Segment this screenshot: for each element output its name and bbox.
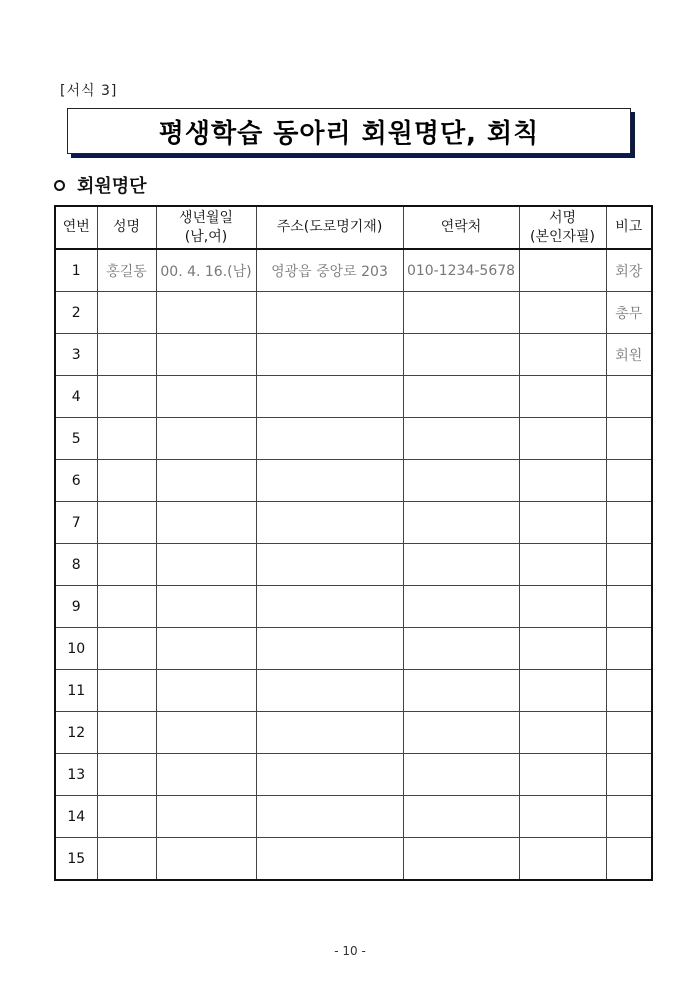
cell-signature[interactable]: [519, 376, 606, 418]
cell-no: 2: [55, 292, 97, 334]
table-row: [55, 670, 652, 712]
cell-contact[interactable]: [403, 796, 519, 838]
cell-no: 8: [55, 544, 97, 586]
table-row: [55, 628, 652, 670]
table-header-row: [55, 206, 652, 249]
cell-birthdate[interactable]: [156, 544, 256, 586]
cell-contact[interactable]: [403, 334, 519, 376]
cell-birthdate[interactable]: [156, 796, 256, 838]
cell-no: 11: [55, 670, 97, 712]
cell-signature[interactable]: [519, 628, 606, 670]
cell-name[interactable]: [97, 460, 156, 502]
cell-name[interactable]: [97, 418, 156, 460]
cell-address[interactable]: [256, 628, 403, 670]
cell-birthdate[interactable]: [156, 376, 256, 418]
cell-signature[interactable]: [519, 334, 606, 376]
cell-remarks: 회장: [606, 249, 652, 292]
cell-birthdate[interactable]: [156, 628, 256, 670]
cell-address[interactable]: [256, 334, 403, 376]
table-row: [55, 754, 652, 796]
cell-name[interactable]: [97, 712, 156, 754]
cell-birthdate[interactable]: [156, 418, 256, 460]
cell-contact[interactable]: 010-1234-5678: [403, 249, 519, 292]
cell-signature[interactable]: [519, 418, 606, 460]
cell-birthdate[interactable]: [156, 292, 256, 334]
cell-remarks: [606, 460, 652, 502]
cell-birthdate[interactable]: [156, 586, 256, 628]
cell-signature[interactable]: [519, 796, 606, 838]
cell-remarks: 회원: [606, 334, 652, 376]
cell-birthdate[interactable]: [156, 334, 256, 376]
cell-no: 6: [55, 460, 97, 502]
table-row: [55, 544, 652, 586]
table-row: [55, 460, 652, 502]
header-signature: 서명 (본인자필): [519, 206, 606, 249]
cell-signature[interactable]: [519, 292, 606, 334]
cell-birthdate[interactable]: [156, 670, 256, 712]
cell-address[interactable]: [256, 586, 403, 628]
cell-name[interactable]: [97, 586, 156, 628]
table-row: [55, 838, 652, 881]
header-contact: 연락처: [403, 206, 519, 249]
cell-address[interactable]: [256, 502, 403, 544]
cell-name[interactable]: [97, 292, 156, 334]
cell-name[interactable]: [97, 754, 156, 796]
cell-birthdate[interactable]: [156, 502, 256, 544]
page-number: - 10 -: [334, 944, 366, 958]
cell-signature[interactable]: [519, 502, 606, 544]
cell-remarks: [606, 670, 652, 712]
cell-contact[interactable]: [403, 586, 519, 628]
cell-no: 10: [55, 628, 97, 670]
table-row: [55, 249, 652, 292]
table-row: [55, 418, 652, 460]
cell-address[interactable]: [256, 376, 403, 418]
cell-signature[interactable]: [519, 249, 606, 292]
cell-birthdate[interactable]: [156, 460, 256, 502]
cell-name[interactable]: [97, 838, 156, 881]
table-row: [55, 334, 652, 376]
table-row: [55, 292, 652, 334]
cell-signature[interactable]: [519, 670, 606, 712]
cell-signature[interactable]: [519, 712, 606, 754]
cell-remarks: [606, 586, 652, 628]
cell-no: 9: [55, 586, 97, 628]
cell-remarks: [606, 796, 652, 838]
cell-name[interactable]: [97, 628, 156, 670]
table-row: [55, 712, 652, 754]
cell-contact[interactable]: [403, 418, 519, 460]
cell-address[interactable]: [256, 292, 403, 334]
cell-birthdate[interactable]: [156, 754, 256, 796]
cell-address[interactable]: [256, 754, 403, 796]
cell-no: 14: [55, 796, 97, 838]
table-row: [55, 502, 652, 544]
header-name: 성명: [97, 206, 156, 249]
header-no: 연번: [55, 206, 97, 249]
cell-remarks: [606, 712, 652, 754]
cell-signature[interactable]: [519, 838, 606, 881]
table-row: [55, 586, 652, 628]
header-address: 주소(도로명기재): [256, 206, 403, 249]
circle-bullet-icon: [54, 180, 65, 191]
cell-name[interactable]: 홍길동: [97, 249, 156, 292]
document-title: 평생학습 동아리 회원명단, 회칙: [158, 118, 540, 149]
cell-no: 5: [55, 418, 97, 460]
cell-address[interactable]: [256, 838, 403, 881]
cell-name[interactable]: [97, 544, 156, 586]
cell-remarks: [606, 418, 652, 460]
cell-signature[interactable]: [519, 460, 606, 502]
cell-no: 12: [55, 712, 97, 754]
cell-remarks: [606, 376, 652, 418]
cell-name[interactable]: [97, 502, 156, 544]
cell-contact[interactable]: [403, 544, 519, 586]
cell-birthdate[interactable]: 00. 4. 16.(남): [156, 249, 256, 292]
cell-address[interactable]: [256, 544, 403, 586]
cell-remarks: [606, 838, 652, 881]
member-roster-table: [54, 205, 653, 881]
cell-address[interactable]: 영광읍 중앙로 203: [256, 249, 403, 292]
cell-signature[interactable]: [519, 754, 606, 796]
cell-remarks: [606, 628, 652, 670]
cell-remarks: [606, 544, 652, 586]
cell-contact[interactable]: [403, 670, 519, 712]
cell-signature[interactable]: [519, 586, 606, 628]
cell-address[interactable]: [256, 460, 403, 502]
cell-contact[interactable]: [403, 712, 519, 754]
header-remarks: 비고: [606, 206, 652, 249]
cell-name[interactable]: [97, 796, 156, 838]
cell-contact[interactable]: [403, 754, 519, 796]
cell-contact[interactable]: [403, 628, 519, 670]
cell-address[interactable]: [256, 418, 403, 460]
cell-name[interactable]: [97, 670, 156, 712]
cell-signature[interactable]: [519, 544, 606, 586]
cell-contact[interactable]: [403, 838, 519, 881]
cell-no: 1: [55, 249, 97, 292]
cell-name[interactable]: [97, 334, 156, 376]
cell-no: 7: [55, 502, 97, 544]
cell-name[interactable]: [97, 376, 156, 418]
section-heading: [54, 172, 147, 198]
section-title: 회원명단: [77, 176, 147, 197]
cell-address[interactable]: [256, 712, 403, 754]
title-box: [67, 108, 631, 154]
cell-no: 4: [55, 376, 97, 418]
cell-address[interactable]: [256, 796, 403, 838]
cell-remarks: [606, 754, 652, 796]
table-row: [55, 796, 652, 838]
cell-contact[interactable]: [403, 460, 519, 502]
cell-birthdate[interactable]: [156, 838, 256, 881]
cell-no: 15: [55, 838, 97, 881]
table-row: [55, 376, 652, 418]
cell-no: 13: [55, 754, 97, 796]
cell-contact[interactable]: [403, 376, 519, 418]
cell-contact[interactable]: [403, 292, 519, 334]
cell-birthdate[interactable]: [156, 712, 256, 754]
cell-remarks: 총무: [606, 292, 652, 334]
cell-contact[interactable]: [403, 502, 519, 544]
form-label: [서식 3]: [60, 83, 118, 99]
cell-no: 3: [55, 334, 97, 376]
header-birthdate: 생년월일 (남,여): [156, 206, 256, 249]
cell-remarks: [606, 502, 652, 544]
cell-address[interactable]: [256, 670, 403, 712]
